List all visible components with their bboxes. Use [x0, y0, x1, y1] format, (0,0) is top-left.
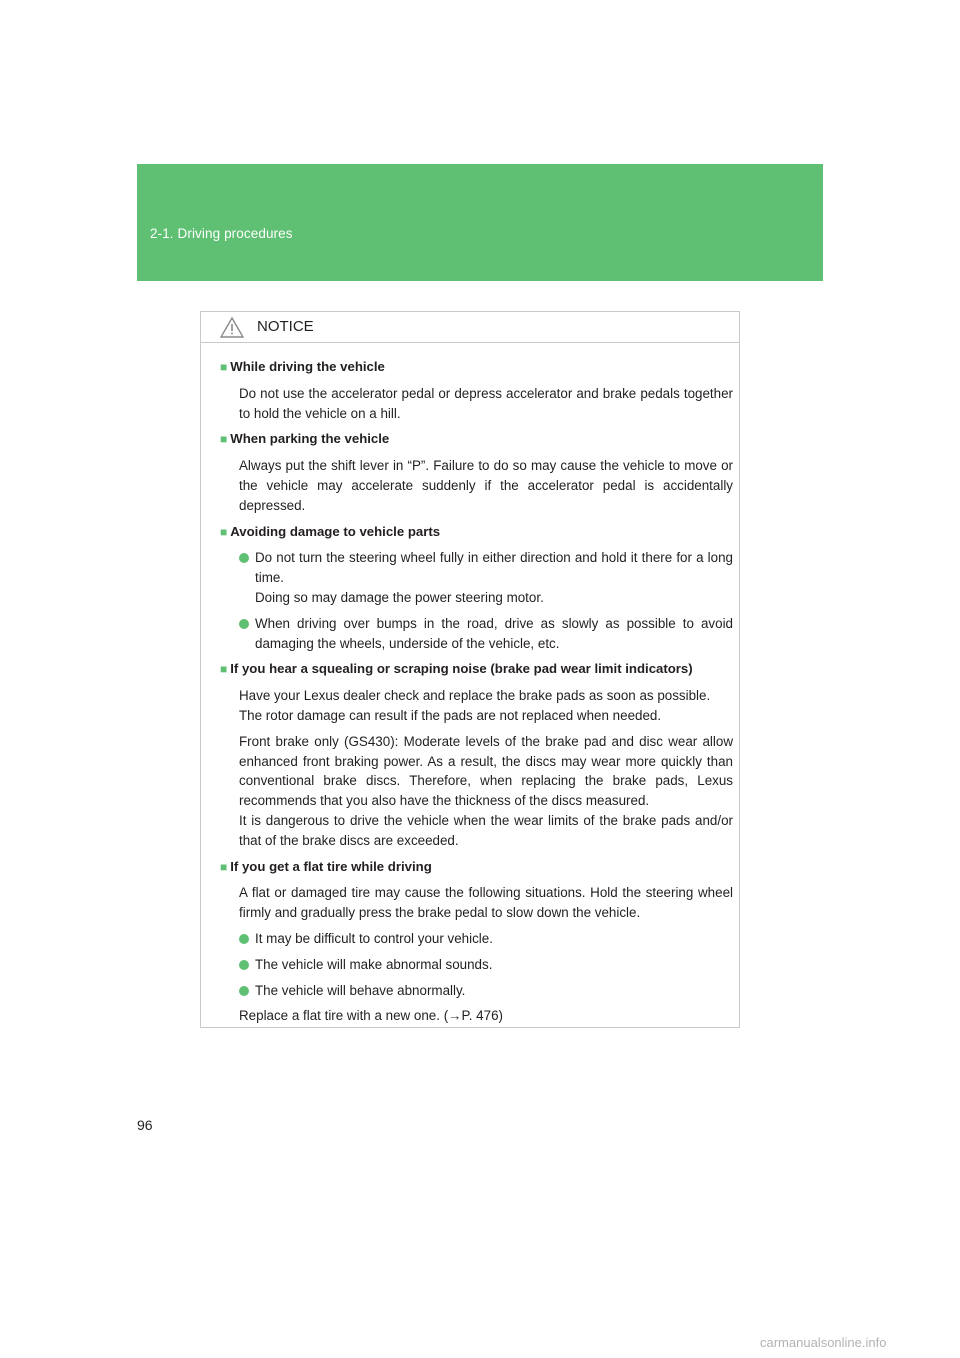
- item-heading: If you get a flat tire while driving: [230, 858, 432, 874]
- notice-item: [220, 659, 733, 850]
- notice-item: [220, 857, 733, 1027]
- item-text: Do not use the accelerator pedal or depress accelerator and brake pedals together to hold the vehicle on a hill.: [239, 385, 733, 421]
- item-heading: When parking the vehicle: [230, 431, 390, 447]
- square-bullet-icon: ■: [220, 432, 228, 447]
- notice-item: [220, 522, 733, 654]
- section-title: 2-1. Driving procedures: [150, 226, 293, 241]
- bullet-dot-icon: [239, 619, 249, 629]
- item-text: Replace a flat tire with a new one. (→P. 476): [239, 1008, 503, 1024]
- notice-box: [200, 311, 740, 1028]
- list-item: When driving over bumps in the road, drive as slowly as possible to avoid damaging the wheels, underside of the vehicle, etc.: [239, 614, 733, 654]
- notice-header: [201, 312, 739, 343]
- square-bullet-icon: ■: [220, 524, 228, 539]
- item-text: Front brake only (GS430): Moderate levels of the brake pad and disc wear allow enhanced front braking power. As a result, the discs may wear more quickly than conventional brake discs. Therefore, when replacing the brake pads, Lexus recommends that you also have the thickness of the discs measured. It is dangerous to drive the vehicle when the wear limits of the brake pads and/or that of the brake discs are exceeded.: [239, 733, 733, 848]
- item-text: A flat or damaged tire may cause the following situations. Hold the steering wheel firmly and gradually press the brake pedal to slow down the vehicle.: [239, 885, 733, 921]
- warning-triangle-icon: [220, 317, 244, 338]
- bullet-dot-icon: [239, 986, 249, 996]
- square-bullet-icon: ■: [220, 360, 228, 374]
- item-heading: While driving the vehicle: [230, 359, 385, 374]
- notice-item: [220, 429, 733, 515]
- bullet-dot-icon: [239, 960, 249, 970]
- page-number: 96: [137, 1117, 153, 1133]
- notice-title: NOTICE: [257, 318, 314, 335]
- square-bullet-icon: ■: [220, 859, 228, 874]
- item-heading: Avoiding damage to vehicle parts: [230, 523, 441, 539]
- item-text: Have your Lexus dealer check and replace the brake pads as soon as possible. The rotor damage can result if the pads are not replaced when needed.: [239, 688, 711, 723]
- list-item: It may be difficult to control your vehicle.: [239, 929, 733, 949]
- square-bullet-icon: ■: [220, 662, 228, 677]
- list-item: The vehicle will behave abnormally.: [239, 981, 733, 1001]
- watermark: carmanualsonline.info: [760, 1335, 887, 1350]
- item-heading: If you hear a squealing or scraping noise (brake pad wear limit indicators): [230, 661, 693, 677]
- list-item: Do not turn the steering wheel fully in either direction and hold it there for a long time. Doing so may damage the power steering motor.: [239, 548, 733, 607]
- bullet-dot-icon: [239, 934, 249, 944]
- notice-body: [201, 343, 739, 1026]
- header-band: [137, 164, 823, 281]
- bullet-dot-icon: [239, 553, 249, 563]
- item-text: Always put the shift lever in “P”. Failure to do so may cause the vehicle to move or the vehicle may accelerate suddenly if the accelerator pedal is accidentally depressed.: [239, 458, 733, 513]
- list-item: The vehicle will make abnormal sounds.: [239, 955, 733, 975]
- notice-item: [220, 357, 733, 423]
